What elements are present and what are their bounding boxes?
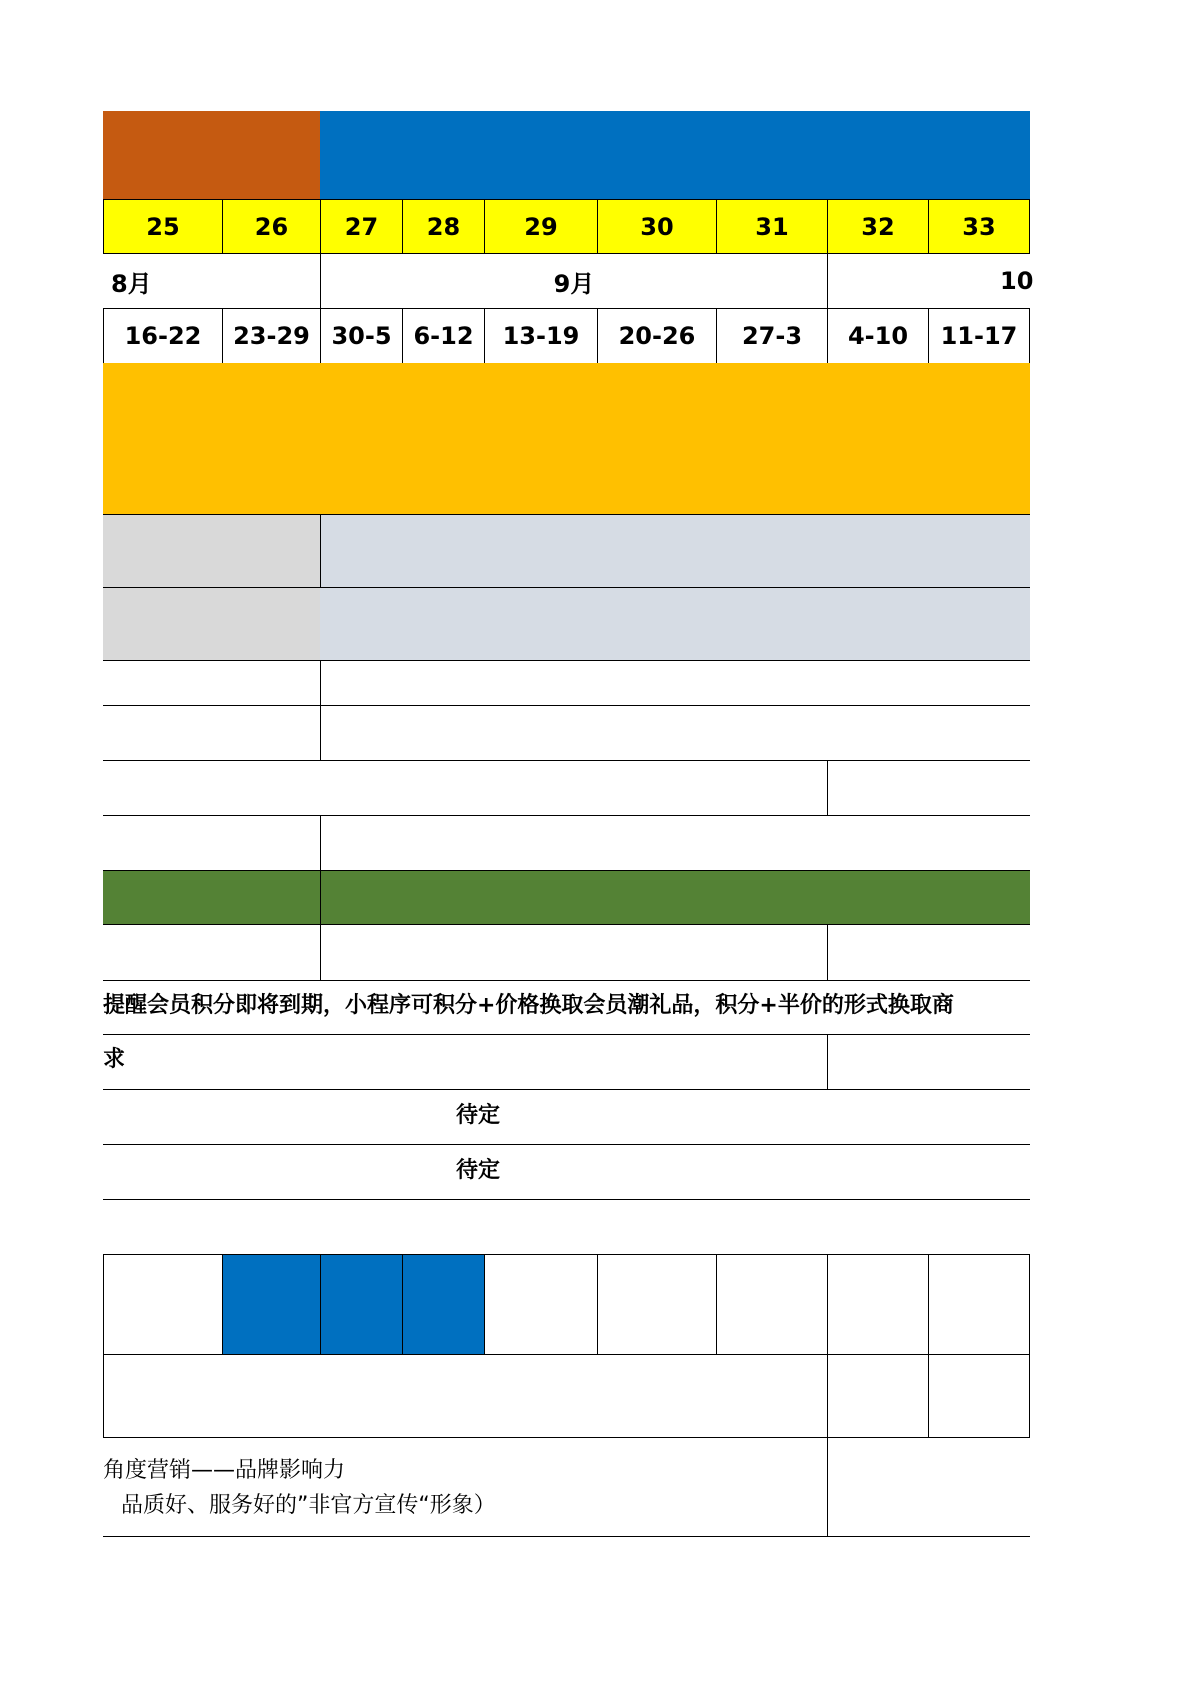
small-cell [827, 1354, 929, 1438]
points-description: 提醒会员积分即将到期，小程序可积分+价格换取会员潮礼品，积分+半价的形式换取商 [103, 993, 954, 1018]
date-range-cell: 6-12 [402, 308, 485, 364]
header-orange-block [103, 111, 320, 199]
pending-label: 待定 [456, 1158, 501, 1183]
row-divider [320, 815, 321, 870]
row-divider [320, 661, 321, 761]
gantt-cell [103, 1254, 223, 1355]
gantt-cell-active [402, 1254, 485, 1355]
month-sep: 9月 [553, 269, 595, 298]
row-divider [827, 1437, 828, 1537]
gray-cell [103, 588, 320, 661]
bluegray-cell [320, 588, 1030, 661]
gantt-cell [928, 1254, 1030, 1355]
green-band-right [320, 870, 1030, 925]
month-oct: 10 [1000, 267, 1034, 295]
pending-label: 待定 [456, 1103, 501, 1128]
partial-text: 求 [103, 1047, 126, 1072]
row-line [103, 705, 1030, 706]
row-divider [827, 760, 828, 815]
week-cell: 25 [103, 199, 223, 254]
row-line [103, 1144, 1030, 1145]
row-line [103, 1199, 1030, 1200]
date-range-cell: 11-17 [928, 308, 1030, 364]
month-divider [827, 253, 828, 309]
date-range-cell: 23-29 [222, 308, 321, 364]
gantt-cell-active [222, 1254, 321, 1355]
header-blue-block [320, 111, 1030, 199]
month-divider [320, 253, 321, 309]
week-cell: 26 [222, 199, 321, 254]
row-divider [827, 925, 828, 980]
date-range-cell: 27-3 [716, 308, 828, 364]
date-range-cell: 16-22 [103, 308, 223, 364]
gray-cell [103, 515, 320, 588]
row-line [103, 760, 1030, 761]
green-band-left [103, 870, 320, 925]
gantt-cell-active [320, 1254, 403, 1355]
marketing-line-2: 品质好、服务好的”非官方宣传“形象） [121, 1493, 496, 1518]
row-line [103, 1034, 1030, 1035]
row-divider [103, 1354, 104, 1438]
row-line [103, 1536, 1030, 1537]
gantt-cell [484, 1254, 598, 1355]
bluegray-cell [320, 515, 1030, 588]
week-cell: 31 [716, 199, 828, 254]
week-cell: 29 [484, 199, 598, 254]
row-line [103, 1437, 828, 1438]
date-range-cell: 30-5 [320, 308, 403, 364]
row-line [103, 1089, 1030, 1090]
date-range-cell: 13-19 [484, 308, 598, 364]
row-divider [320, 925, 321, 980]
week-cell: 32 [827, 199, 929, 254]
gantt-cell [716, 1254, 828, 1355]
row-line [103, 815, 1030, 816]
week-cell: 28 [402, 199, 485, 254]
date-range-cell: 4-10 [827, 308, 929, 364]
week-cell: 33 [928, 199, 1030, 254]
small-cell [928, 1354, 1030, 1438]
row-divider [827, 1034, 828, 1089]
row-line [103, 980, 1030, 981]
date-range-cell: 20-26 [597, 308, 717, 364]
gantt-cell [827, 1254, 929, 1355]
marketing-line-1: 角度营销——品牌影响力 [103, 1458, 346, 1483]
gold-band [103, 363, 1030, 515]
gantt-cell [597, 1254, 717, 1355]
week-cell: 27 [320, 199, 403, 254]
week-cell: 30 [597, 199, 717, 254]
month-aug: 8月 [111, 269, 152, 298]
